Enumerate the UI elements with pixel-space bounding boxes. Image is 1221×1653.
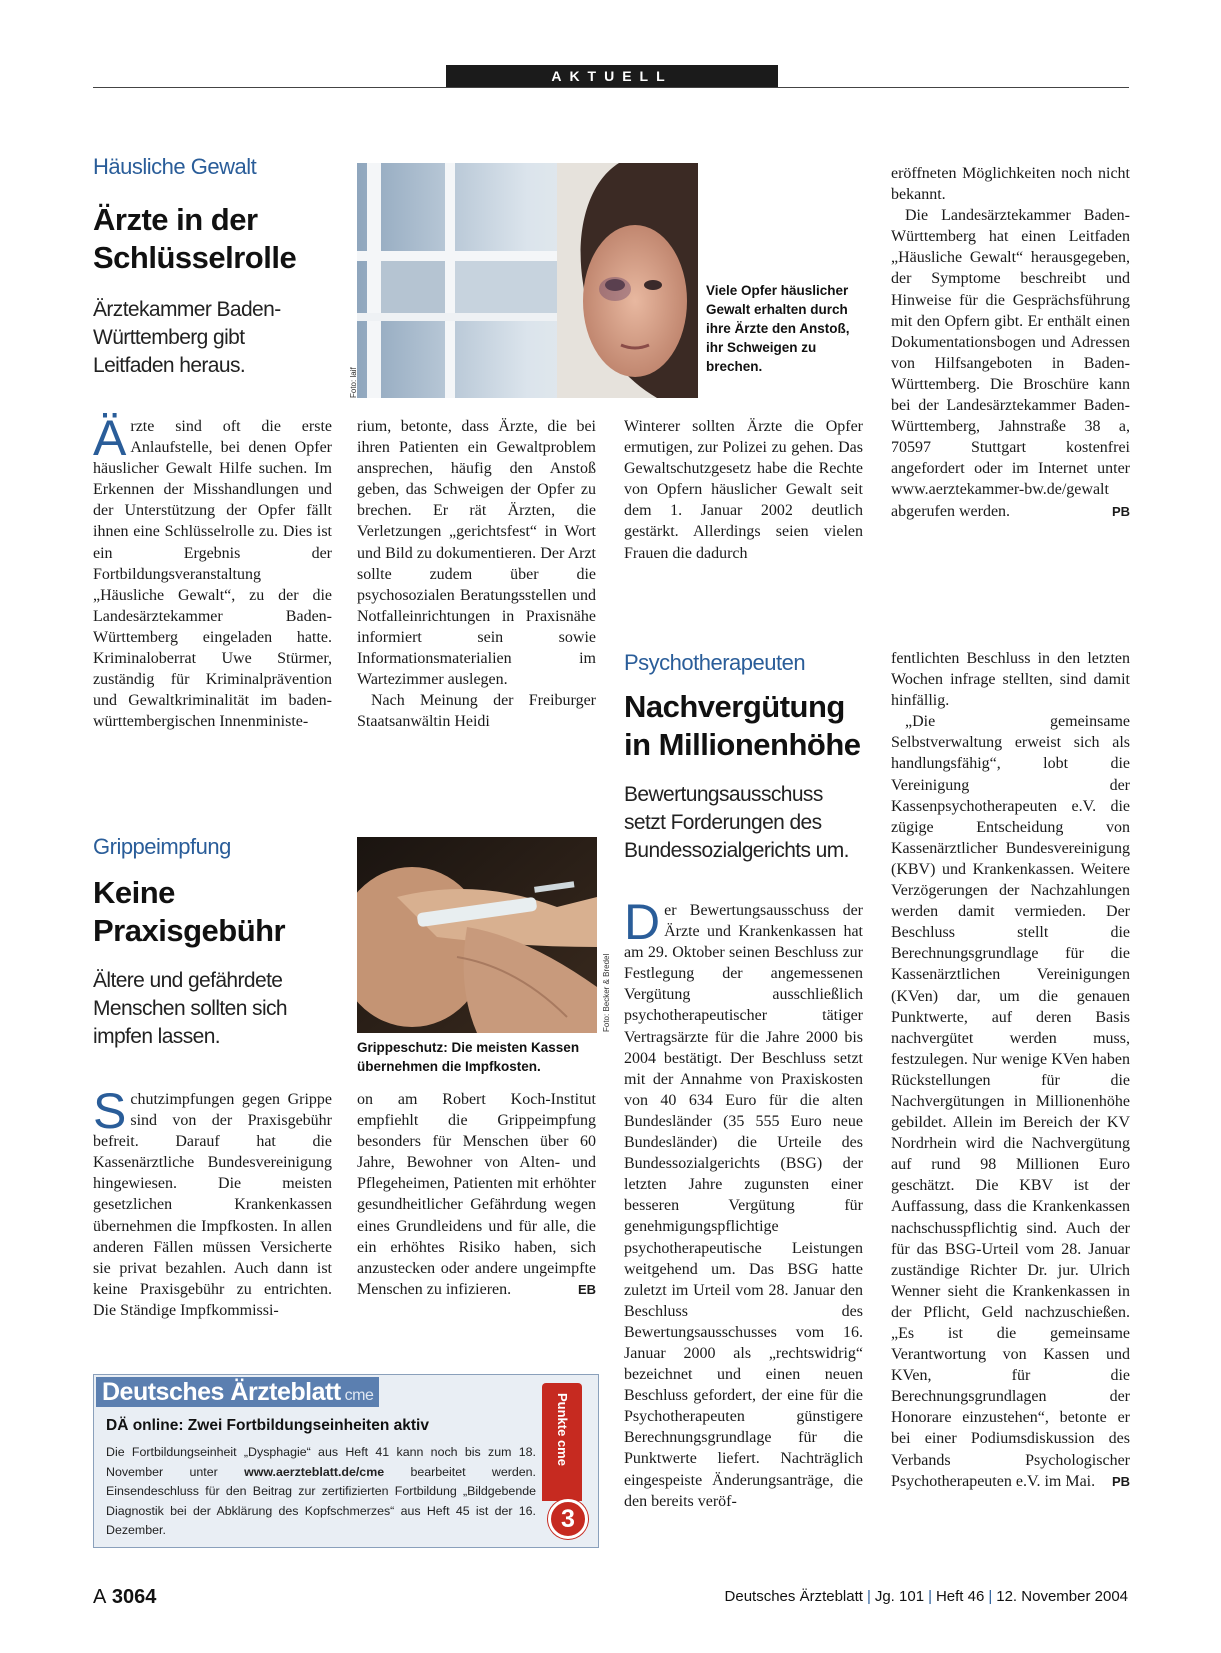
section-tag: AKTUELL (446, 65, 778, 87)
deutsches-aerzteblatt-logo: Deutsches Ärzteblatt cme (96, 1377, 379, 1407)
author-signature: EB (577, 1281, 596, 1297)
article3-column-3 (624, 894, 863, 1512)
footer-journal-info: Deutsches Ärzteblatt | Jg. 101 | Heft 46 | 12. November 2004 (724, 1588, 1128, 1605)
article2-column-2 (357, 1089, 596, 1300)
standfirst-line: Leitfaden heraus. (93, 354, 246, 377)
body-text: Winterer sollten Ärzte die Opfer ermutigen, zur Polizei zu gehen. Das Gewaltschutzgesetz habe die Rechte von Opfern häuslicher Gewalt seit dem 1. Januar 2002 deutlich gestärkt. Allerdings seien vielen Frauen die dadurch (624, 418, 863, 562)
article1-column-4 (891, 163, 1130, 522)
cme-title: DÄ online: Zwei Fortbildungseinheiten aktiv (106, 1417, 429, 1434)
body-text: Die Landesärztekammer Baden-Württemberg hat einen Leitfaden „Häusliche Gewalt“ herausgegeben, der Symptome beschreibt und Hinweise für die Gesprächsführung mit den Opfern gibt. Er enthält einen Dokumentationsbogen und Adressen von Hilfsangeboten in Baden-Württemberg. Die Broschüre kann bei der Landesärztekammer Baden-Württemberg, Jahnstraße 38 a, 70597 Stuttgart kostenfrei angefordert oder im Internet unter www.aerztekammer-bw.de/gewalt abgerufen werden. (891, 207, 1130, 520)
author-signature: PB (1111, 503, 1130, 519)
standfirst-line: Bundessozialgerichts um. (624, 839, 849, 862)
article1-kicker: Häusliche Gewalt (93, 154, 257, 179)
standfirst-line: impfen lassen. (93, 1025, 221, 1048)
article3-kicker: Psychotherapeuten (624, 650, 806, 675)
dropcap: D (624, 894, 661, 950)
article3-column-4 (891, 648, 1130, 1492)
cme-link[interactable]: www.aerzteblatt.de/cme (244, 1464, 385, 1479)
standfirst-line: setzt Forderungen des (624, 811, 822, 834)
article2-kicker: Grippeimpfung (93, 834, 231, 859)
headline-line: Ärzte in der (93, 202, 258, 237)
article1-column-2 (357, 416, 596, 732)
headline-line: Keine (93, 875, 175, 910)
standfirst-line: Ältere und gefährdete (93, 969, 283, 992)
dropcap: S (93, 1083, 127, 1139)
headline-line: in Millionenhöhe (624, 727, 861, 762)
body-text: er Bewertungsausschuss der Ärzte und Krankenkassen hat am 29. Oktober seinen Beschluss zur Festlegung der angemessenen Vergütung ausschließlich psychotherapeutischer tätiger Vertragsärzte für die Jahre 2000 bis 2004 bestätigt. Der Beschluss setzt mit der Annahme von Praxiskosten von 40 634 Euro für die alten Bundesländer (35 555 Euro neue Bundesländer) die Urteile des Bundessozialgerichts (BSG) der letzten Jahre zugunsten einer besseren Vergütung für genehmigungspflichtige psychotherapeutische Leistungen weitgehend um. Das BSG hatte zuletzt im Urteil vom 28. Januar den Beschluss des Bewertungsausschusses vom 16. Januar 2000 als „rechtswidrig“ bezeichnet und einen neuen Beschluss gefordert, der eine für die Psychotherapeuten günstigere Berechnungsgrundlage für die Punktwerte liefert. Nachträglich eingespeiste Änderungsanträge, die den bereits veröf- (624, 902, 863, 1510)
standfirst-line: Württemberg gibt (93, 326, 245, 349)
article3-standfirst (624, 781, 849, 865)
body-text: rium, betonte, dass Ärzte, die bei ihren Patienten ein Gewaltproblem ansprechen, häufig den Anstoß geben, das Schweigen der Opfer zu brechen. Er rät Ärzten, die Verletzungen „gerichtsfest“ in Wort und Bild zu dokumentieren. Der Arzt sollte zudem über die psychosozialen Beratungsstellen und Notfalleinrichtungen in Praxisnähe informiert sein sowie Informationsmaterialien im Wartezimmer auslegen. (357, 418, 596, 689)
headline-line: Nachvergütung (624, 689, 845, 724)
body-text: fentlichten Beschluss in den letzten Wochen infrage stellten, sind damit hinfällig. (891, 650, 1130, 710)
article2-standfirst (93, 967, 287, 1051)
headline-line: Praxisgebühr (93, 913, 286, 948)
cme-notice-box (93, 1374, 599, 1548)
body-text: rzte sind oft die erste Anlaufstelle, bei denen Opfer häuslicher Gewalt Hilfe suchen. Im Erkennen der Misshandlungen und der Unterstützung der Opfer fällt ihnen eine Schlüsselrolle zu. Dies ist ein Ergebnis der Fortbildungsveranstaltung „Häusliche Gewalt“, zu der die Landesärztekammer Baden-Württemberg eingeladen hatte. Kriminaloberrat Uwe Stürmer, zuständig für Kriminalprävention und Gewaltkriminalität im baden-württembergischen Innenministe- (93, 418, 332, 731)
article1-column-3 (624, 416, 863, 564)
photo-credit: Foto: Becker & Bredel (602, 953, 611, 1032)
article1-column-1 (93, 410, 332, 732)
body-text: on am Robert Koch-Institut empfiehlt die Grippeimpfung besonders für Menschen über 60 Jahre, Bewohner von Alten- und Pflegeheimen, Patienten mit erhöhter gesundheitlicher Gefährdung wegen eines Grundleidens und für alle, die ein erhöhtes Risiko haben, sich anzustecken oder andere ungeimpfte Menschen zu infizieren. (357, 1091, 596, 1298)
vaccination-photo (357, 837, 597, 1033)
header-rule (93, 87, 1129, 88)
body-text: chutzimpfungen gegen Grippe sind von der Praxisgebühr befreit. Darauf hat die Kassenärztliche Bundesvereinigung hingewiesen. Die meisten gesetzlichen Krankenkassen übernehmen die Impfkosten. In allen anderen Fällen müssen Versicherte sie privat bezahlen. Auch dann ist keine Praxisgebühr zu entrichten. Die Ständige Impfkommissi- (93, 1091, 332, 1319)
cme-points-strip (542, 1383, 582, 1501)
article3-headline (624, 688, 861, 764)
standfirst-line: Ärztekammer Baden- (93, 298, 281, 321)
article1-standfirst (93, 296, 281, 380)
cme-points-badge: 3 (548, 1499, 588, 1539)
points-label: Punkte cme (555, 1393, 570, 1466)
standfirst-line: Bewertungsausschuss (624, 783, 823, 806)
article2-headline (93, 874, 285, 950)
body-text: Nach Meinung der Freiburger Staatsanwältin Heidi (357, 692, 596, 731)
standfirst-line: Menschen sollten sich (93, 997, 288, 1020)
author-signature: PB (1111, 1473, 1130, 1489)
article1-headline (93, 201, 296, 277)
domestic-violence-photo (357, 163, 698, 398)
headline-line: Schlüsselrolle (93, 240, 297, 275)
photo-credit: Foto: laif (349, 367, 358, 398)
article2-column-1 (93, 1083, 332, 1321)
body-text: eröffneten Möglichkeiten noch nicht bekannt. (891, 165, 1130, 204)
dropcap: Ä (93, 410, 127, 466)
page-number: A 3064 (93, 1586, 157, 1608)
body-text: „Die gemeinsame Selbstverwaltung erweist sich als handlungsfähig“, lobt die Vereinigung der Kassenpsychotherapeuten e.V. die zügige Entscheidung von Kassenärztlicher Bundesvereinigung (KBV) und Krankenkassen. Weitere Verzögerungen der Nachzahlungen werden damit vermieden. Der Beschluss stellt die Berechnungsgrundlage für die Kassenärztlichen Vereinigungen (KVen) dar, um die genauen Punktwerte, auf deren Basis nachvergütet werden muss, festzulegen. Nur wenige KVen haben Rückstellungen für die Nachvergütungen in Millionenhöhe gebildet. Allein im Bereich der KV Nordrhein wird die Nachvergütung auf rund 98 Millionen Euro geschätzt. Die KBV ist der Auffassung, dass die Krankenkassen nachschusspflichtig sind. Auch der für das BSG-Urteil vom 28. Januar zuständige Richter Dr. jur. Ulrich Wenner sieht die Krankenkassen in der Pflicht, Geld nachzuschießen. „Es ist die gemeinsame Verantwortung von Kassen und KVen, für die Berechnungsgrundlagen der Honorare einzustehen“, betonte er bei einer Podiumsdiskussion des Verbands Psychologischer Psychotherapeuten e.V. im Mai. (891, 713, 1130, 1490)
photo-caption: Grippeschutz: Die meisten Kassen übernehmen die Impfkosten. (357, 1040, 580, 1074)
cme-text: Die Fortbildungseinheit „Dysphagie“ aus Heft 41 kann noch bis zum 18. November unter www.aerzteblatt.de/cme bearbeitet werden. Einsendeschluss für den Beitrag zur zertifizierten Fortbildung „Bildgebende Diagnostik bei der Abklärung des Kopfschmerzes“ aus Heft 45 ist der 16. Dezember. (106, 1445, 536, 1537)
photo-caption: Viele Opfer häuslicher Gewalt erhalten durch ihre Ärzte den Anstoß, ihr Schweigen zu brechen. (706, 283, 850, 374)
